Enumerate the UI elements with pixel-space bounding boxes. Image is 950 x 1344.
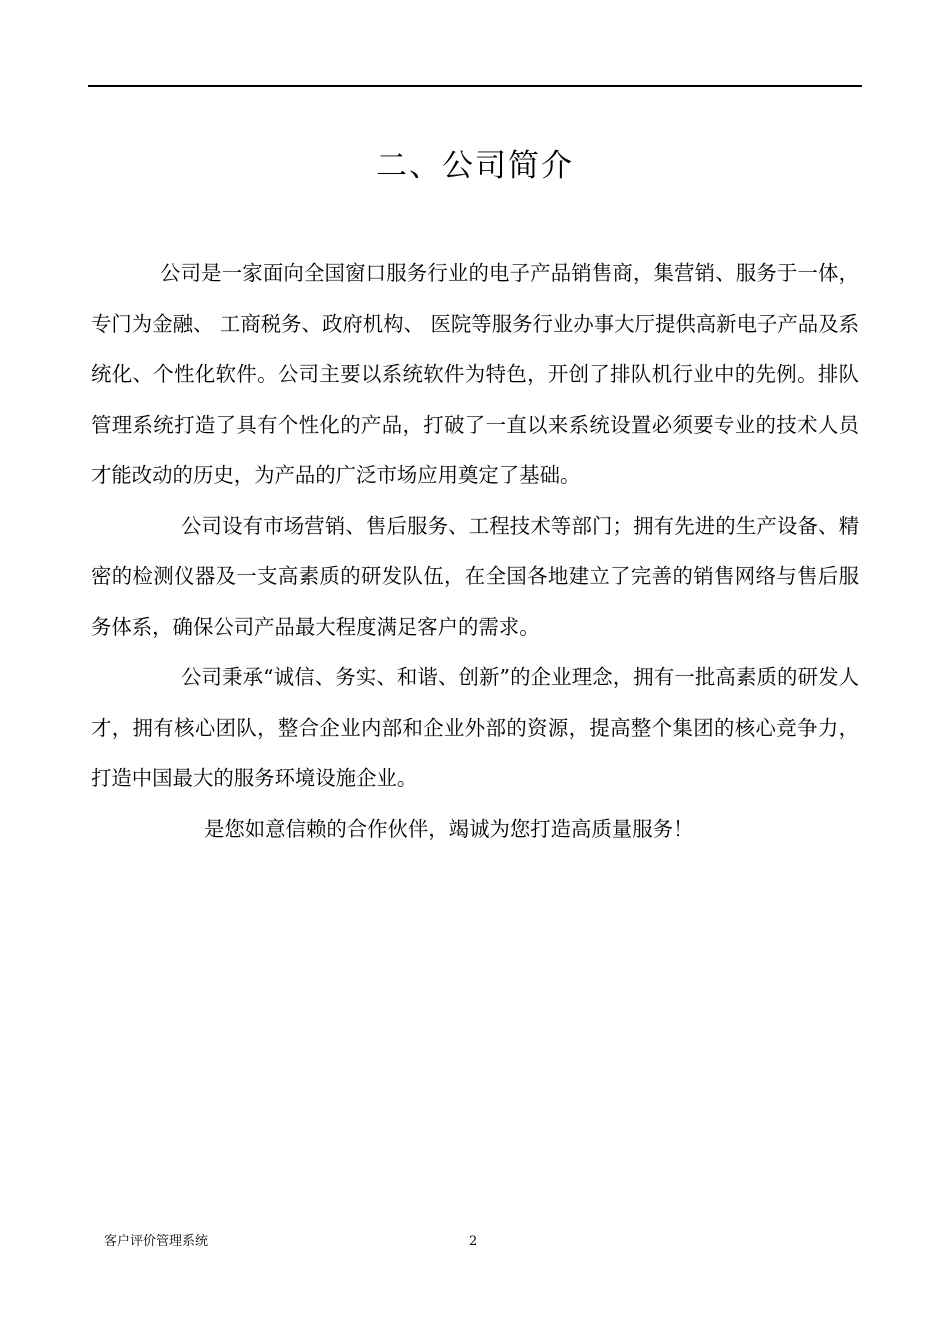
paragraph-closing: 是您如意信赖的合作伙伴，竭诚为您打造高质量服务！ (204, 816, 694, 841)
paragraph-company-overview: 公司是一家面向全国窗口服务行业的电子产品销售商，集营销、服务于一体，专门为金融、 工商税务、政府机构、 医院等服务行业办事大厅提供高新电子产品及系统化、个性化软件。公司主要以系统软件为特色，开创了排队机行业中的先例。排队管理系统打造了具有个性化的产品，打破了一直以来系统设置必须要专业的技术人员才能改动的历史，为产品的广泛市场应用奠定了基础。 (91, 261, 859, 487)
page-title: 二、公司简介 (376, 148, 574, 184)
header-rule (88, 85, 862, 87)
footer-document-name: 客户评价管理系统 (104, 1234, 209, 1249)
paragraph-philosophy: 公司秉承“诚信、务实、和谐、创新”的企业理念，拥有一批高素质的研发人才，拥有核心团队，整合企业内部和企业外部的资源，提高整个集团的核心竞争力，打造中国最大的服务环境设施企业。 (91, 665, 859, 790)
paragraph-departments: 公司设有市场营销、售后服务、工程技术等部门；拥有先进的生产设备、精密的检测仪器及一支高素质的研发队伍，在全国各地建立了完善的销售网络与售后服务体系，确保公司产品最大程度满足客户的需求。 (91, 513, 859, 639)
footer-page-number: 2 (469, 1234, 478, 1249)
document-body (91, 248, 859, 854)
